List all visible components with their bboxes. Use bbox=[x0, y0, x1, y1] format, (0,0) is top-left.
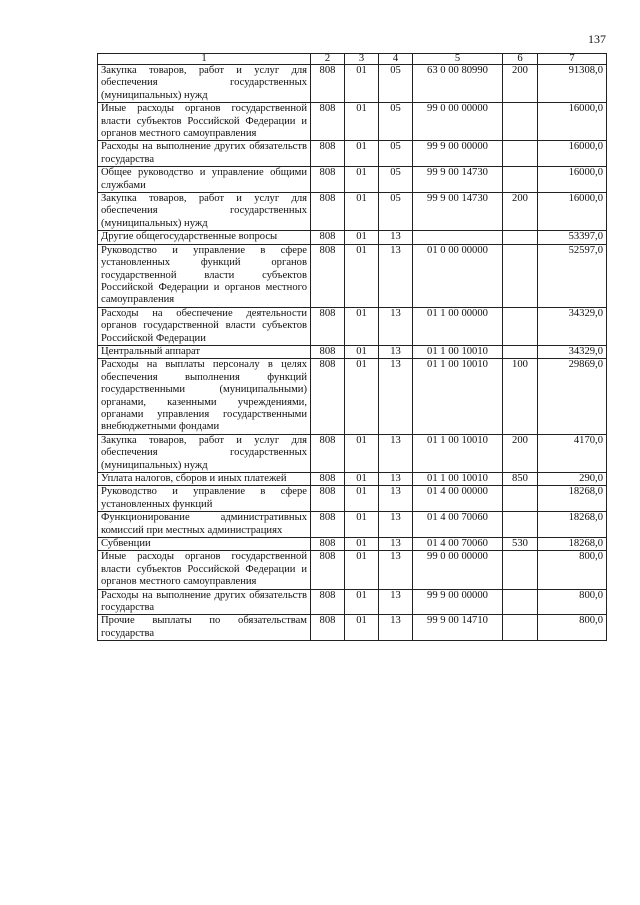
target-article-cell: 01 4 00 00000 bbox=[413, 486, 503, 512]
expense-type-cell bbox=[503, 167, 538, 193]
expense-type-cell: 850 bbox=[503, 473, 538, 486]
column-header: 5 bbox=[413, 54, 503, 65]
subsection-code-cell: 05 bbox=[379, 103, 413, 141]
section-code-cell: 01 bbox=[345, 244, 379, 307]
page-number: 137 bbox=[588, 32, 606, 46]
expense-type-cell bbox=[503, 589, 538, 615]
target-article-cell: 01 1 00 10010 bbox=[413, 359, 503, 434]
row-name-cell: Прочие выплаты по обязательствам государства bbox=[98, 615, 311, 641]
table-row bbox=[98, 244, 607, 307]
table-row bbox=[98, 434, 607, 472]
ved-code-cell: 808 bbox=[311, 244, 345, 307]
amount-cell: 91308,0 bbox=[538, 65, 607, 103]
target-article-cell: 01 1 00 10010 bbox=[413, 434, 503, 472]
column-header: 4 bbox=[379, 54, 413, 65]
ved-code-cell: 808 bbox=[311, 551, 345, 589]
target-article-cell: 01 4 00 70060 bbox=[413, 512, 503, 538]
section-code-cell: 01 bbox=[345, 615, 379, 641]
section-code-cell: 01 bbox=[345, 65, 379, 103]
amount-cell: 34329,0 bbox=[538, 345, 607, 358]
expense-type-cell: 200 bbox=[503, 193, 538, 231]
section-code-cell: 01 bbox=[345, 231, 379, 244]
section-code-cell: 01 bbox=[345, 589, 379, 615]
subsection-code-cell: 13 bbox=[379, 615, 413, 641]
amount-cell: 16000,0 bbox=[538, 141, 607, 167]
row-name-cell: Центральный аппарат bbox=[98, 345, 311, 358]
expense-type-cell bbox=[503, 551, 538, 589]
expense-type-cell bbox=[503, 307, 538, 345]
row-name-cell: Закупка товаров, работ и услуг для обеспечения государственных (муниципальных) нужд bbox=[98, 193, 311, 231]
row-name-cell: Уплата налогов, сборов и иных платежей bbox=[98, 473, 311, 486]
column-header: 1 bbox=[98, 54, 311, 65]
subsection-code-cell: 13 bbox=[379, 359, 413, 434]
subsection-code-cell: 13 bbox=[379, 231, 413, 244]
table-row bbox=[98, 65, 607, 103]
section-code-cell: 01 bbox=[345, 345, 379, 358]
amount-cell: 800,0 bbox=[538, 589, 607, 615]
ved-code-cell: 808 bbox=[311, 512, 345, 538]
subsection-code-cell: 13 bbox=[379, 512, 413, 538]
subsection-code-cell: 13 bbox=[379, 486, 413, 512]
table-row bbox=[98, 486, 607, 512]
expense-type-cell bbox=[503, 103, 538, 141]
ved-code-cell: 808 bbox=[311, 231, 345, 244]
ved-code-cell: 808 bbox=[311, 486, 345, 512]
header-row bbox=[98, 54, 607, 65]
subsection-code-cell: 13 bbox=[379, 551, 413, 589]
section-code-cell: 01 bbox=[345, 538, 379, 551]
row-name-cell: Иные расходы органов государственной власти субъектов Российской Федерации и органов местного самоуправления bbox=[98, 551, 311, 589]
section-code-cell: 01 bbox=[345, 167, 379, 193]
table-row bbox=[98, 551, 607, 589]
ved-code-cell: 808 bbox=[311, 167, 345, 193]
target-article-cell: 01 1 00 00000 bbox=[413, 307, 503, 345]
subsection-code-cell: 05 bbox=[379, 193, 413, 231]
table-row bbox=[98, 473, 607, 486]
section-code-cell: 01 bbox=[345, 434, 379, 472]
row-name-cell: Общее руководство и управление общими службами bbox=[98, 167, 311, 193]
ved-code-cell: 808 bbox=[311, 65, 345, 103]
ved-code-cell: 808 bbox=[311, 473, 345, 486]
column-header: 6 bbox=[503, 54, 538, 65]
target-article-cell: 01 1 00 10010 bbox=[413, 473, 503, 486]
expense-type-cell: 200 bbox=[503, 434, 538, 472]
amount-cell: 16000,0 bbox=[538, 167, 607, 193]
table-row bbox=[98, 345, 607, 358]
section-code-cell: 01 bbox=[345, 473, 379, 486]
expense-type-cell bbox=[503, 486, 538, 512]
table-row bbox=[98, 103, 607, 141]
section-code-cell: 01 bbox=[345, 193, 379, 231]
amount-cell: 4170,0 bbox=[538, 434, 607, 472]
subsection-code-cell: 13 bbox=[379, 589, 413, 615]
subsection-code-cell: 05 bbox=[379, 65, 413, 103]
section-code-cell: 01 bbox=[345, 551, 379, 589]
row-name-cell: Иные расходы органов государственной власти субъектов Российской Федерации и органов местного самоуправления bbox=[98, 103, 311, 141]
expense-type-cell: 100 bbox=[503, 359, 538, 434]
budget-table bbox=[97, 53, 607, 641]
target-article-cell: 01 1 00 10010 bbox=[413, 345, 503, 358]
row-name-cell: Расходы на выплаты персоналу в целях обеспечения выполнения функций государственными (муниципальными) органами, казенными учреждениями, органами управления государственными внебюджетными фондами bbox=[98, 359, 311, 434]
ved-code-cell: 808 bbox=[311, 193, 345, 231]
row-name-cell: Расходы на выполнение других обязательств государства bbox=[98, 589, 311, 615]
amount-cell: 16000,0 bbox=[538, 193, 607, 231]
table-row bbox=[98, 538, 607, 551]
amount-cell: 34329,0 bbox=[538, 307, 607, 345]
amount-cell: 18268,0 bbox=[538, 486, 607, 512]
row-name-cell: Субвенции bbox=[98, 538, 311, 551]
column-header: 7 bbox=[538, 54, 607, 65]
ved-code-cell: 808 bbox=[311, 141, 345, 167]
table-row bbox=[98, 512, 607, 538]
expense-type-cell bbox=[503, 615, 538, 641]
amount-cell: 16000,0 bbox=[538, 103, 607, 141]
target-article-cell: 99 9 00 14730 bbox=[413, 167, 503, 193]
amount-cell: 800,0 bbox=[538, 551, 607, 589]
ved-code-cell: 808 bbox=[311, 359, 345, 434]
subsection-code-cell: 13 bbox=[379, 434, 413, 472]
target-article-cell: 99 9 00 00000 bbox=[413, 141, 503, 167]
row-name-cell: Закупка товаров, работ и услуг для обеспечения государственных (муниципальных) нужд bbox=[98, 434, 311, 472]
column-header: 2 bbox=[311, 54, 345, 65]
subsection-code-cell: 13 bbox=[379, 345, 413, 358]
ved-code-cell: 808 bbox=[311, 589, 345, 615]
row-name-cell: Руководство и управление в сфере установленных функций органов государственной власти субъектов Российской Федерации и органов местного самоуправления bbox=[98, 244, 311, 307]
table-row bbox=[98, 167, 607, 193]
section-code-cell: 01 bbox=[345, 103, 379, 141]
target-article-cell: 99 0 00 00000 bbox=[413, 551, 503, 589]
table-row bbox=[98, 589, 607, 615]
subsection-code-cell: 05 bbox=[379, 141, 413, 167]
amount-cell: 18268,0 bbox=[538, 512, 607, 538]
ved-code-cell: 808 bbox=[311, 307, 345, 345]
target-article-cell bbox=[413, 231, 503, 244]
table-row bbox=[98, 307, 607, 345]
ved-code-cell: 808 bbox=[311, 434, 345, 472]
subsection-code-cell: 13 bbox=[379, 538, 413, 551]
ved-code-cell: 808 bbox=[311, 103, 345, 141]
target-article-cell: 99 9 00 14730 bbox=[413, 193, 503, 231]
section-code-cell: 01 bbox=[345, 359, 379, 434]
subsection-code-cell: 05 bbox=[379, 167, 413, 193]
amount-cell: 29869,0 bbox=[538, 359, 607, 434]
row-name-cell: Функционирование административных комиссий при местных администрациях bbox=[98, 512, 311, 538]
row-name-cell: Руководство и управление в сфере установленных функций bbox=[98, 486, 311, 512]
amount-cell: 53397,0 bbox=[538, 231, 607, 244]
expense-type-cell bbox=[503, 345, 538, 358]
subsection-code-cell: 13 bbox=[379, 473, 413, 486]
row-name-cell: Закупка товаров, работ и услуг для обеспечения государственных (муниципальных) нужд bbox=[98, 65, 311, 103]
target-article-cell: 01 0 00 00000 bbox=[413, 244, 503, 307]
target-article-cell: 99 9 00 00000 bbox=[413, 589, 503, 615]
subsection-code-cell: 13 bbox=[379, 307, 413, 345]
section-code-cell: 01 bbox=[345, 512, 379, 538]
expense-type-cell bbox=[503, 231, 538, 244]
row-name-cell: Расходы на выполнение других обязательств государства bbox=[98, 141, 311, 167]
section-code-cell: 01 bbox=[345, 486, 379, 512]
table-row bbox=[98, 359, 607, 434]
table-row bbox=[98, 193, 607, 231]
ved-code-cell: 808 bbox=[311, 615, 345, 641]
expense-type-cell: 530 bbox=[503, 538, 538, 551]
amount-cell: 800,0 bbox=[538, 615, 607, 641]
target-article-cell: 99 9 00 14710 bbox=[413, 615, 503, 641]
expense-type-cell bbox=[503, 512, 538, 538]
subsection-code-cell: 13 bbox=[379, 244, 413, 307]
expense-type-cell bbox=[503, 244, 538, 307]
ved-code-cell: 808 bbox=[311, 345, 345, 358]
section-code-cell: 01 bbox=[345, 307, 379, 345]
target-article-cell: 63 0 00 80990 bbox=[413, 65, 503, 103]
target-article-cell: 99 0 00 00000 bbox=[413, 103, 503, 141]
table-row bbox=[98, 615, 607, 641]
column-header: 3 bbox=[345, 54, 379, 65]
table-row bbox=[98, 231, 607, 244]
table-row bbox=[98, 141, 607, 167]
amount-cell: 18268,0 bbox=[538, 538, 607, 551]
row-name-cell: Другие общегосударственные вопросы bbox=[98, 231, 311, 244]
ved-code-cell: 808 bbox=[311, 538, 345, 551]
expense-type-cell: 200 bbox=[503, 65, 538, 103]
amount-cell: 52597,0 bbox=[538, 244, 607, 307]
expense-type-cell bbox=[503, 141, 538, 167]
section-code-cell: 01 bbox=[345, 141, 379, 167]
amount-cell: 290,0 bbox=[538, 473, 607, 486]
row-name-cell: Расходы на обеспечение деятельности органов государственной власти субъектов Российской Федерации bbox=[98, 307, 311, 345]
target-article-cell: 01 4 00 70060 bbox=[413, 538, 503, 551]
